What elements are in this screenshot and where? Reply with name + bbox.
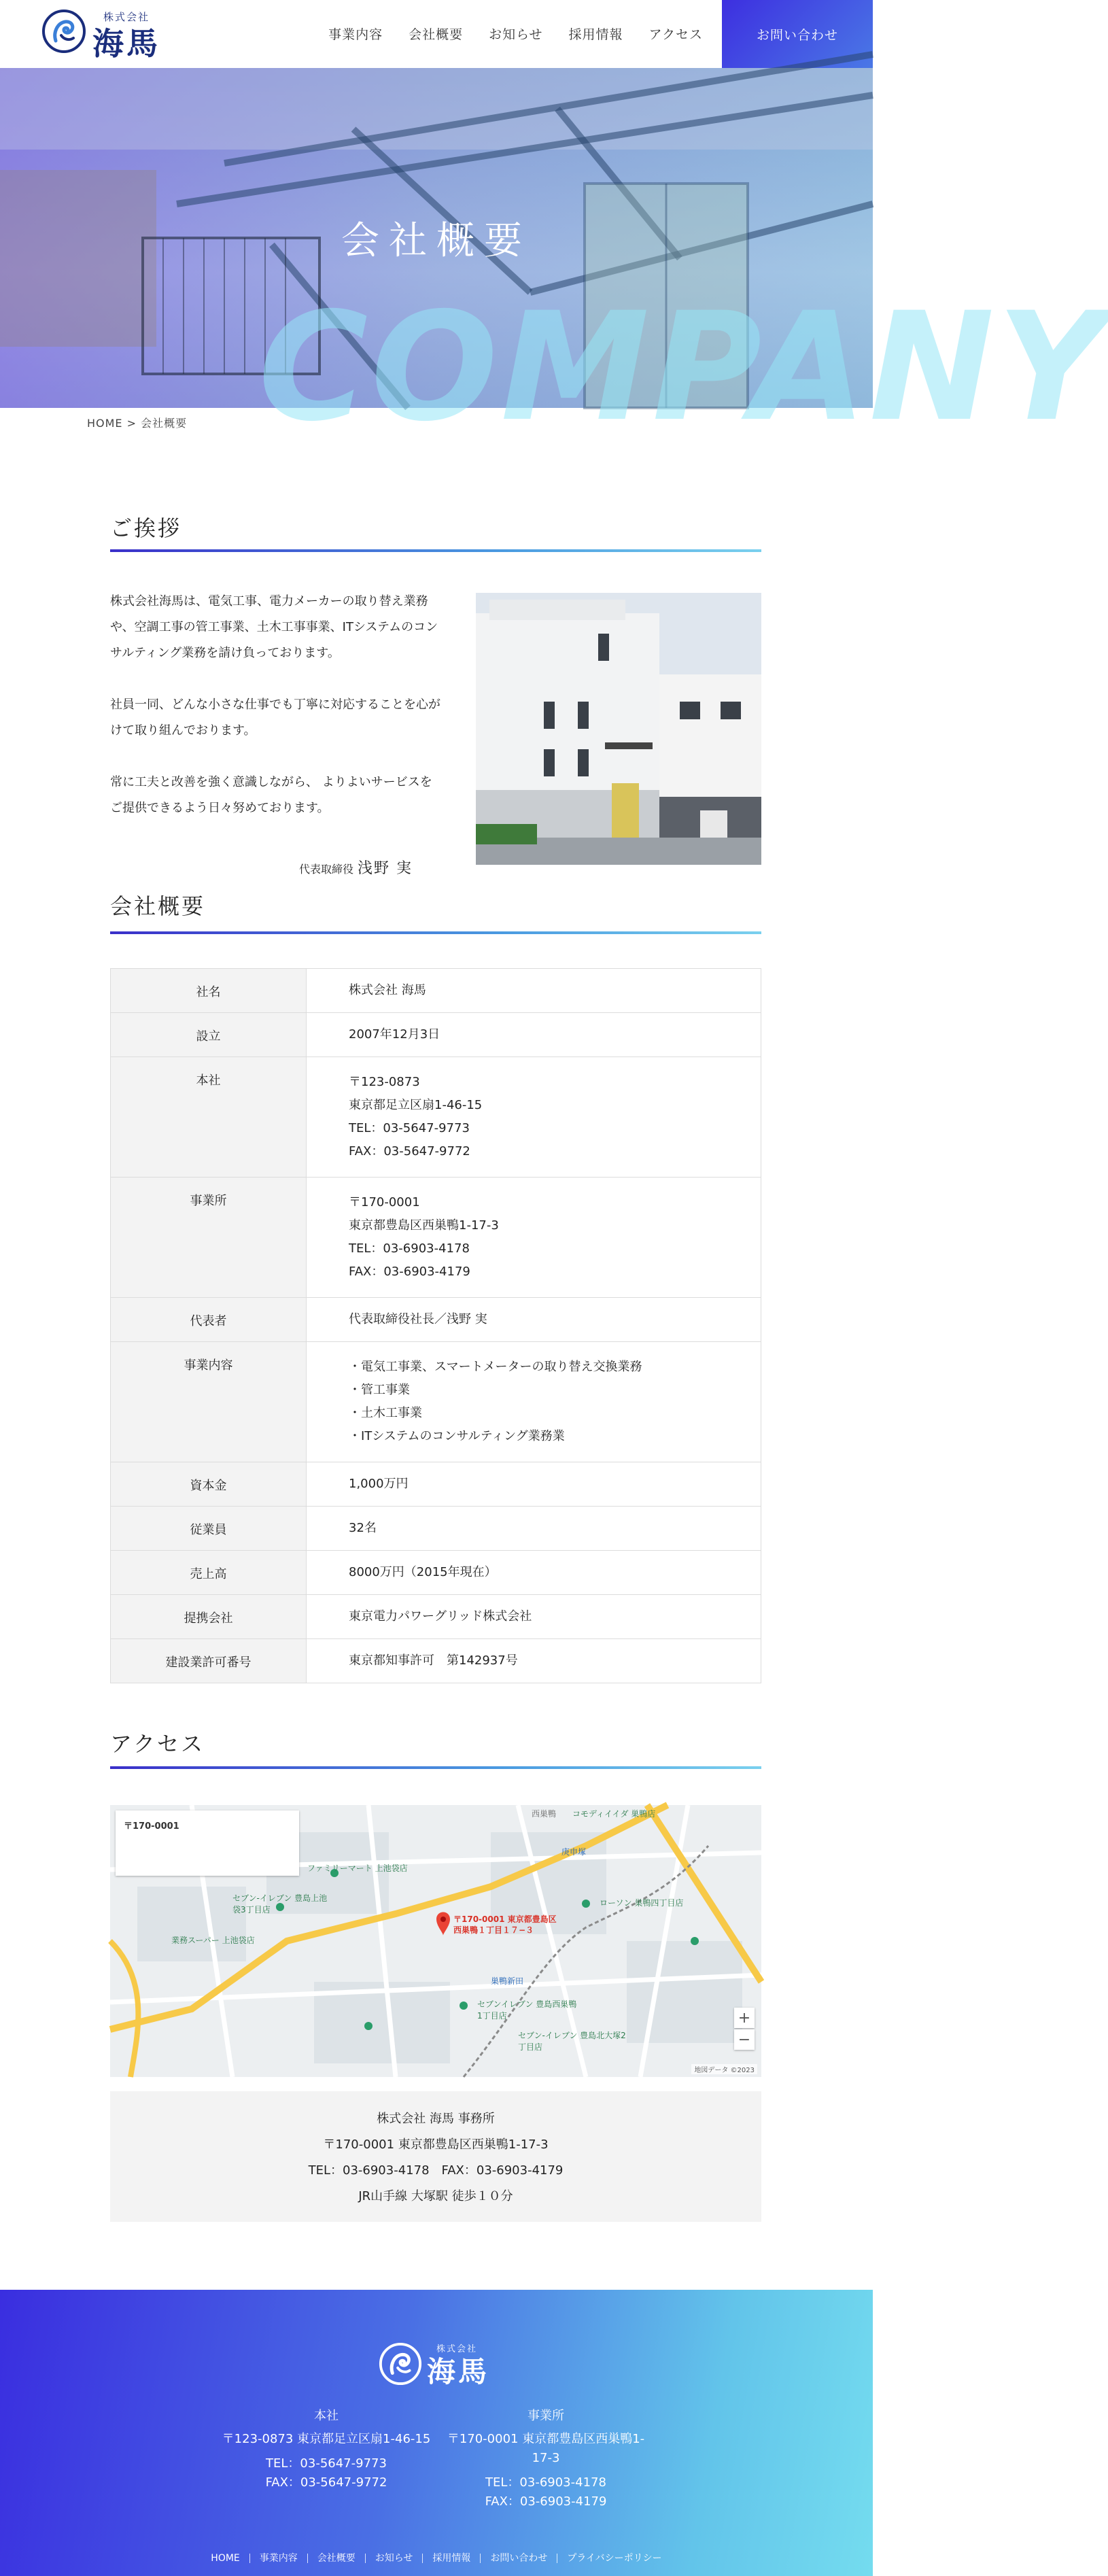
signature-name: 浅野 実 <box>358 860 413 877</box>
signature-role: 代表取締役 <box>299 863 354 876</box>
table-value-line: 東京都足立区扇1-46-15 <box>349 1098 483 1112</box>
table-value-line: 東京都知事許可 第142937号 <box>349 1653 518 1668</box>
footer-nav-home[interactable]: HOME <box>201 2554 249 2563</box>
table-row <box>110 1298 761 1342</box>
site-logo[interactable] <box>41 7 170 62</box>
contact-button[interactable]: お問い合わせ <box>722 0 873 68</box>
map-label: セブン-イレブン 豊島上池袋3丁目店 <box>232 1893 328 1914</box>
map-label: セブンイレブン 豊島西巣鴨1丁目店 <box>477 1999 577 2021</box>
footer-office-tel: TEL：03-6903-4178 <box>485 2475 606 2490</box>
site-footer <box>0 2290 873 2576</box>
footer-office-fax: FAX：03-6903-4179 <box>485 2494 607 2509</box>
office-building-photo <box>476 593 761 865</box>
main-nav <box>328 24 703 43</box>
table-row-label: 資本金 <box>111 1462 307 1506</box>
building-image <box>476 593 761 865</box>
access-station: JR山手線 大塚駅 徒歩１０分 <box>358 2189 513 2203</box>
map-label: 西巣鴨 <box>532 1809 557 1819</box>
logo-main-text: 海馬 <box>92 25 160 62</box>
access-address: 〒170-0001 東京都豊島区西巣鴨1-17-3 <box>323 2137 549 2152</box>
table-value-line: 東京電力パワーグリッド株式会社 <box>349 1609 532 1624</box>
table-value-line: 〒123-0873 <box>349 1075 420 1089</box>
table-value-line: 株式会社 海馬 <box>349 983 426 997</box>
map-label: セブン-イレブン 豊島北大塚2丁目店 <box>518 2031 626 2052</box>
table-value-line: 32名 <box>349 1521 377 1535</box>
table-row-value <box>307 969 761 1012</box>
table-row <box>110 968 761 1013</box>
table-row-label: 売上高 <box>111 1551 307 1594</box>
footer-logo-main: 海馬 <box>427 2355 490 2388</box>
table-value-line: 1,000万円 <box>349 1477 409 1491</box>
nav-item-news[interactable]: お知らせ <box>489 27 543 42</box>
hero-english-title: COMPANY <box>258 280 1108 454</box>
map-zoom-out-button[interactable]: − <box>734 2029 755 2050</box>
table-value-line: ・土木工事業 <box>349 1406 422 1420</box>
greeting-divider <box>110 549 761 552</box>
table-row <box>110 1462 761 1507</box>
table-value-line: 〒170-0001 <box>349 1195 420 1209</box>
map-label: ファミリーマート 上池袋店 <box>307 1864 408 1873</box>
google-map[interactable] <box>110 1805 761 2077</box>
table-row-value <box>307 1462 761 1506</box>
map-card-title: 〒170-0001 <box>124 1821 179 1832</box>
table-row <box>110 1507 761 1551</box>
table-value-line: 8000万円（2015年現在） <box>349 1565 497 1579</box>
map-pin-label: 〒170-0001 東京都豊島区西巣鴨１丁目１７−３ <box>453 1914 557 1935</box>
table-row-label: 社名 <box>111 969 307 1012</box>
map-label: ローソン 巣鴨四丁目店 <box>600 1898 684 1908</box>
map-zoom-in-button[interactable]: + <box>734 2008 755 2028</box>
greeting-paragraph: 社員一同、どんな小さな仕事でも丁寧に対応することを心がけて取り組んでおります。 <box>110 698 440 738</box>
table-row-label: 建設業許可番号 <box>111 1639 307 1683</box>
footer-office-address: 〒170-0001 東京都豊島区西巣鴨1- <box>447 2432 645 2446</box>
nav-item-access[interactable]: アクセス <box>648 27 703 42</box>
table-row <box>110 1595 761 1639</box>
table-value-line: ・管工事業 <box>349 1383 410 1397</box>
access-company-name: 株式会社 海馬 事務所 <box>377 2112 495 2126</box>
map-place-card[interactable] <box>116 1810 299 1876</box>
footer-nav <box>0 2554 873 2563</box>
footer-office <box>440 2407 651 2511</box>
map-copyright: 地図データ ©2023 <box>691 2064 757 2074</box>
table-row-label: 本社 <box>111 1057 307 1177</box>
logo-small-text: 株式会社 <box>103 11 150 23</box>
table-value-line: ・電気工事業、スマートメーターの取り替え交換業務 <box>349 1360 642 1374</box>
table-value-line: ・ITシステムのコンサルティング業務業 <box>349 1429 565 1443</box>
site-header <box>0 0 873 68</box>
greeting-signature <box>299 857 413 878</box>
table-row-value <box>307 1342 761 1462</box>
nav-item-business[interactable]: 事業内容 <box>328 27 383 42</box>
access-info-box <box>110 2091 761 2222</box>
table-row <box>110 1178 761 1298</box>
table-value-line: 代表取締役社長／浅野 実 <box>349 1312 487 1326</box>
map-label: 庚申塚 <box>561 1847 587 1857</box>
table-row-label: 代表者 <box>111 1298 307 1341</box>
table-row-value <box>307 1298 761 1341</box>
table-value-line: FAX：03-6903-4179 <box>349 1265 470 1279</box>
table-value-line: FAX：03-5647-9772 <box>349 1144 470 1158</box>
greeting-text <box>110 589 443 847</box>
table-row-label: 従業員 <box>111 1507 307 1550</box>
breadcrumb: HOME > 会社概要 <box>87 417 188 430</box>
table-value-line: TEL：03-6903-4178 <box>349 1241 470 1256</box>
table-row-label: 提携会社 <box>111 1595 307 1638</box>
table-row-value <box>307 1595 761 1638</box>
table-row <box>110 1057 761 1178</box>
company-title: 会社概要 <box>110 893 206 919</box>
table-row-value <box>307 1178 761 1297</box>
footer-honsha-fax: FAX：03-5647-9772 <box>265 2475 387 2490</box>
company-table <box>110 968 761 1683</box>
footer-nav-news[interactable]: お知らせ <box>366 2554 423 2563</box>
seahorse-logo-icon <box>41 8 87 54</box>
table-row-value <box>307 1057 761 1177</box>
table-row <box>110 1342 761 1462</box>
nav-item-company[interactable]: 会社概要 <box>409 27 464 42</box>
footer-nav-recruit[interactable]: 採用情報 <box>423 2554 481 2563</box>
greeting-paragraph: 常に工夫と改善を強く意識しながら、 よりよいサービスをご提供できるよう日々努めております。 <box>110 775 432 815</box>
access-divider <box>110 1766 761 1769</box>
table-row-label: 事業所 <box>111 1178 307 1297</box>
table-row-value <box>307 1013 761 1057</box>
table-row-value <box>307 1551 761 1594</box>
footer-office-address-2: 17-3 <box>532 2451 560 2465</box>
access-phone: TEL：03-6903-4178 FAX：03-6903-4179 <box>308 2163 564 2178</box>
footer-honsha <box>218 2407 435 2492</box>
map-label: 巣鴨新田 <box>491 1976 524 1986</box>
footer-nav-company[interactable]: 会社概要 <box>308 2554 366 2563</box>
table-row-value <box>307 1639 761 1683</box>
footer-logo[interactable] <box>378 2340 500 2388</box>
table-row-value <box>307 1507 761 1550</box>
table-row-label: 設立 <box>111 1013 307 1057</box>
table-value-line: 東京都豊島区西巣鴨1-17-3 <box>349 1218 499 1233</box>
seahorse-logo-icon <box>378 2341 423 2386</box>
footer-logo-small: 株式会社 <box>436 2344 478 2354</box>
greeting-title: ご挨拶 <box>110 515 182 541</box>
greeting-paragraph: 株式会社海馬は、電気工事、電力メーカーの取り替え業務 や、空調工事の管工事業、土木工事事業、ITシステムのコンサルティング業務を請け負っております。 <box>110 594 438 660</box>
nav-item-recruit[interactable]: 採用情報 <box>568 27 623 42</box>
map-label: コモディイイダ 巣鴨店 <box>572 1809 656 1819</box>
footer-office-title: 事業所 <box>527 2409 564 2423</box>
table-row-label: 事業内容 <box>111 1342 307 1462</box>
table-value-line: 2007年12月3日 <box>349 1027 440 1042</box>
table-row <box>110 1551 761 1595</box>
table-value-line: TEL：03-5647-9773 <box>349 1121 470 1135</box>
footer-nav-privacy[interactable]: プライバシーポリシー <box>567 2553 662 2564</box>
access-title: アクセス <box>110 1731 205 1757</box>
footer-nav-business[interactable]: 事業内容 <box>250 2554 308 2563</box>
table-row <box>110 1013 761 1057</box>
footer-nav-contact[interactable]: お問い合わせ <box>481 2554 557 2563</box>
footer-honsha-tel: TEL：03-5647-9773 <box>266 2456 387 2471</box>
footer-honsha-title: 本社 <box>314 2409 339 2423</box>
map-label: 業務スーパー 上池袋店 <box>171 1936 255 1945</box>
footer-honsha-address: 〒123-0873 東京都足立区扇1-46-15 <box>222 2432 431 2446</box>
company-divider <box>110 931 761 934</box>
table-row <box>110 1639 761 1683</box>
page-title: 会社概要 <box>341 219 532 263</box>
